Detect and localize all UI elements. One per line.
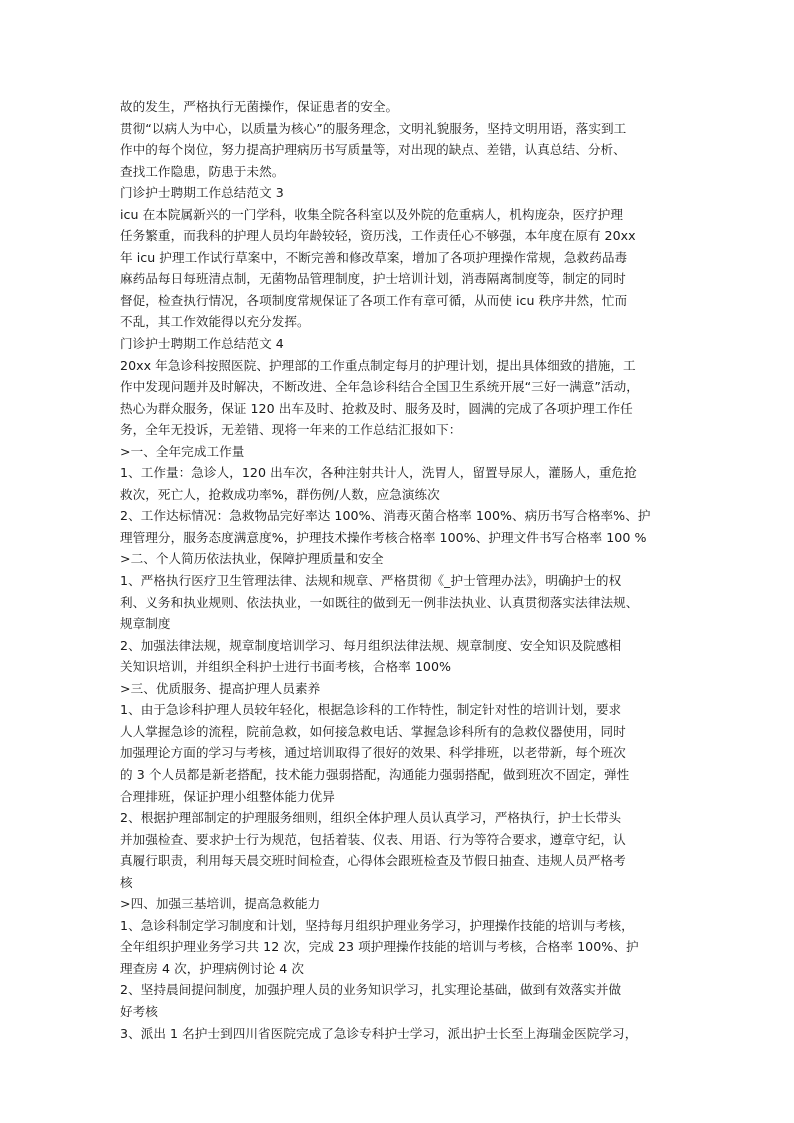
text-line: 2、坚持晨间提问制度，加强护理人员的业务知识学习，扎实理论基础，做到有效落实并做: [120, 982, 622, 998]
text-line: 门诊护士聘期工作总结范文 3: [120, 185, 284, 201]
text-line: 不乱，其工作效能得以充分发挥。: [120, 314, 310, 330]
text-line: 3、派出 1 名护士到四川省医院完成了急诊专科护士学习，派出护士长至上海瑞金医院学习，: [120, 1025, 638, 1041]
text-line: 1、由于急诊科护理人员较年轻化，根据急诊科的工作特性，制定针对性的培训计划，要求: [120, 702, 622, 718]
text-line: 贯彻“以病人为中心，以质量为核心”的服务理念，文明礼貌服务，坚持文明用语，落实到工: [120, 120, 627, 136]
text-line: >四、加强三基培训，提高急救能力: [120, 896, 321, 912]
text-line: 的 3 个人员都是新老搭配，技术能力强弱搭配，沟通能力强弱搭配，做到班次不固定，弹性: [120, 766, 630, 782]
text-line: >一、全年完成工作量: [120, 443, 245, 459]
text-line: 查找工作隐患，防患于未然。: [120, 163, 285, 179]
text-line: 全年组织护理业务学习共 12 次，完成 23 项护理操作技能的培训与考核，合格率 100%、护: [120, 939, 639, 955]
text-line: >二、个人简历依法执业，保障护理质量和安全: [120, 551, 384, 567]
text-line: 任务繁重，而我科的护理人员均年龄较轻，资历浅，工作责任心不够强，本年度在原有 20xx: [120, 228, 636, 244]
text-line: 20xx 年急诊科按照医院、护理部的工作重点制定每月的护理计划，提出具体细致的措施，工: [120, 357, 636, 373]
text-line: 关知识培训，并组织全科护士进行书面考核，合格率 100%: [120, 659, 452, 675]
text-line: 作中的每个岗位，努力提高护理病历书写质量等，对出现的缺点、差错，认真总结、分析、: [120, 142, 626, 158]
text-line: 真履行职责，利用每天晨交班时间检查，心得体会跟班检查及节假日抽查、违规人员严格考: [120, 853, 626, 869]
text-line: 好考核: [120, 1003, 158, 1019]
text-line: 合理排班，保证护理小组整体能力优异: [120, 788, 335, 804]
text-line: >三、优质服务、提高护理人员素养: [120, 680, 321, 696]
text-line: 利、义务和执业规则、依法执业，一如既往的做到无一例非法执业、认真贯彻落实法律法规、: [120, 594, 639, 610]
text-line: 并加强检查、要求护士行为规范，包括着装、仪表、用语、行为等符合要求，遵章守纪，认: [120, 831, 626, 847]
text-line: 年 icu 护理工作试行草案中，不断完善和修改草案，增加了各项护理操作常规，急救药品毒: [120, 249, 628, 265]
text-line: 救次，死亡人，抢救成功率%，群伤例/人数，应急演练次: [120, 486, 440, 502]
text-line: 2、加强法律法规，规章制度培训学习、每月组织法律法规、规章制度、安全知识及院感相: [120, 637, 622, 653]
text-line: 务，全年无投诉，无差错、现将一年来的工作总结汇报如下：: [120, 422, 462, 438]
text-line: 1、工作量：急诊人，120 出车次，各种注射共计人，洗胃人，留置导尿人，灌肠人，重危抢: [120, 465, 637, 481]
text-line: 作中发现问题并及时解决，不断改进、全年急诊科结合全国卫生系统开展“三好一满意”活动，: [120, 379, 639, 395]
text-line: 人人掌握急诊的流程，院前急救，如何接急救电话、掌握急诊科所有的急救仪器使用，同时: [120, 723, 626, 739]
text-line: 2、工作达标情况：急救物品完好率达 100%、消毒灭菌合格率 100%、病历书写合格率%、护: [120, 508, 651, 524]
text-line: 理管理分，服务态度满意度%，护理技术操作考核合格率 100%、护理文件书写合格率 100 %: [120, 529, 647, 545]
text-line: 加强理论方面的学习与考核，通过培训取得了很好的效果、科学排班，以老带新，每个班次: [120, 745, 626, 761]
text-line: 督促，检查执行情况，各项制度常规保证了各项工作有章可循，从而使 icu 秩序井然，忙而: [120, 292, 628, 308]
text-line: 理查房 4 次，护理病例讨论 4 次: [120, 960, 305, 976]
text-line: 故的发生，严格执行无菌操作，保证患者的安全。: [120, 99, 399, 114]
text-line: 1、急诊科制定学习制度和计划，坚持每月组织护理业务学习，护理操作技能的培训与考核，: [120, 917, 634, 933]
text-line: 热心为群众服务，保证 120 出车及时、抢救及时、服务及时，圆满的完成了各项护理工作任: [120, 400, 633, 416]
text-line: 规章制度: [120, 616, 171, 632]
text-line: icu 在本院属新兴的一门学科，收集全院各科室以及外院的危重病人，机构庞杂，医疗护理: [120, 206, 624, 222]
text-line: 1、严格执行医疗卫生管理法律、法规和规章、严格贯彻《_护士管理办法》，明确护士的权: [120, 573, 622, 589]
text-line: 麻药品每日每班清点制，无菌物品管理制度，护士培训计划，消毒隔离制度等，制定的同时: [120, 271, 626, 287]
text-line: 2、根据护理部制定的护理服务细则，组织全体护理人员认真学习，严格执行，护士长带头: [120, 810, 622, 826]
text-line: 门诊护士聘期工作总结范文 4: [120, 336, 284, 352]
text-line: 核: [120, 874, 133, 890]
